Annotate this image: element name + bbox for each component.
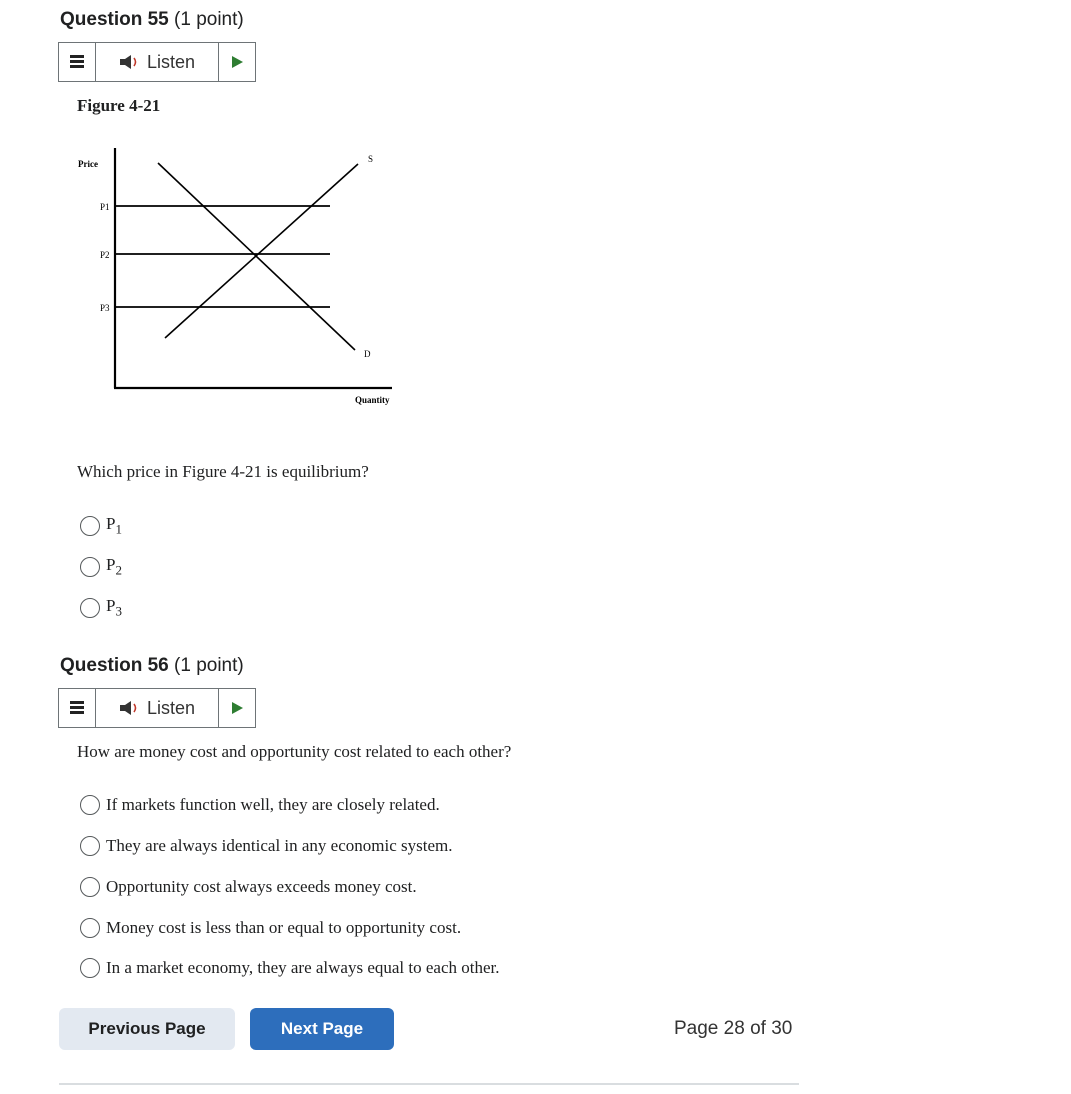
- radio-button[interactable]: [80, 516, 100, 536]
- previous-page-button[interactable]: Previous Page: [59, 1008, 235, 1050]
- radio-button[interactable]: [80, 877, 100, 897]
- option-label: Opportunity cost always exceeds money cost.: [106, 877, 417, 896]
- option-p3[interactable]: [80, 596, 122, 619]
- figure-title: Figure 4-21: [77, 96, 161, 115]
- option-4[interactable]: [80, 918, 461, 938]
- option-label: Money cost is less than or equal to opportunity cost.: [106, 918, 462, 937]
- option-label: $P_3$: [106, 596, 122, 619]
- radio-button[interactable]: [80, 795, 100, 815]
- option-label: $P_1$: [106, 514, 122, 537]
- question-56-title: [60, 655, 244, 677]
- option-p1[interactable]: [80, 514, 122, 537]
- question-56-text: How are money cost and opportunity cost related to each other?: [77, 742, 512, 761]
- y-axis-label: Price: [78, 159, 98, 169]
- play-button[interactable]: [219, 689, 255, 727]
- play-icon: [230, 55, 244, 69]
- question-55-title: [60, 9, 244, 31]
- question-number: Question 56: [60, 655, 169, 676]
- play-button[interactable]: [219, 43, 255, 81]
- price-label-p2: P2: [100, 250, 110, 260]
- question-number: Question 55: [60, 9, 169, 30]
- listen-button[interactable]: [96, 43, 219, 81]
- price-label-p1: P1: [100, 202, 110, 212]
- radio-button[interactable]: [80, 918, 100, 938]
- option-label: $P_2$: [106, 555, 122, 578]
- speaker-icon: [119, 700, 141, 716]
- listen-button[interactable]: [96, 689, 219, 727]
- option-label: In a market economy, they are always equal to each other.: [106, 958, 500, 977]
- demand-label: D: [364, 349, 371, 359]
- radio-button[interactable]: [80, 836, 100, 856]
- menu-icon: [70, 55, 84, 69]
- option-2[interactable]: [80, 836, 453, 856]
- listen-toolbar-q56: [58, 688, 256, 728]
- question-points: (1 point): [174, 9, 244, 30]
- listen-toolbar-q55: [58, 42, 256, 82]
- divider: [59, 1083, 799, 1085]
- listen-label: Listen: [146, 51, 196, 72]
- option-label: They are always identical in any economic system.: [106, 836, 453, 855]
- supply-curve: [165, 164, 358, 338]
- option-1[interactable]: [80, 795, 440, 815]
- question-55-text: Which price in Figure 4-21 is equilibrium?: [77, 462, 369, 481]
- menu-button[interactable]: [59, 43, 96, 81]
- option-3[interactable]: [80, 877, 417, 897]
- option-5[interactable]: [80, 958, 500, 978]
- price-label-p3: P3: [100, 303, 110, 313]
- page-indicator: Page 28 of 30: [674, 1018, 793, 1039]
- x-axis-label: Quantity: [355, 395, 390, 405]
- option-p2[interactable]: [80, 555, 122, 578]
- radio-button[interactable]: [80, 557, 100, 577]
- supply-label: S: [368, 154, 374, 164]
- menu-icon: [70, 701, 84, 715]
- listen-label: Listen: [146, 697, 196, 718]
- radio-button[interactable]: [80, 598, 100, 618]
- speaker-icon: [119, 54, 141, 70]
- radio-button[interactable]: [80, 958, 100, 978]
- option-label: If markets function well, they are closely related.: [106, 795, 440, 814]
- play-icon: [230, 701, 244, 715]
- question-points: (1 point): [174, 655, 244, 676]
- next-page-button[interactable]: Next Page: [250, 1008, 394, 1050]
- supply-demand-figure: [70, 140, 410, 410]
- menu-button[interactable]: [59, 689, 96, 727]
- demand-curve: [158, 163, 355, 350]
